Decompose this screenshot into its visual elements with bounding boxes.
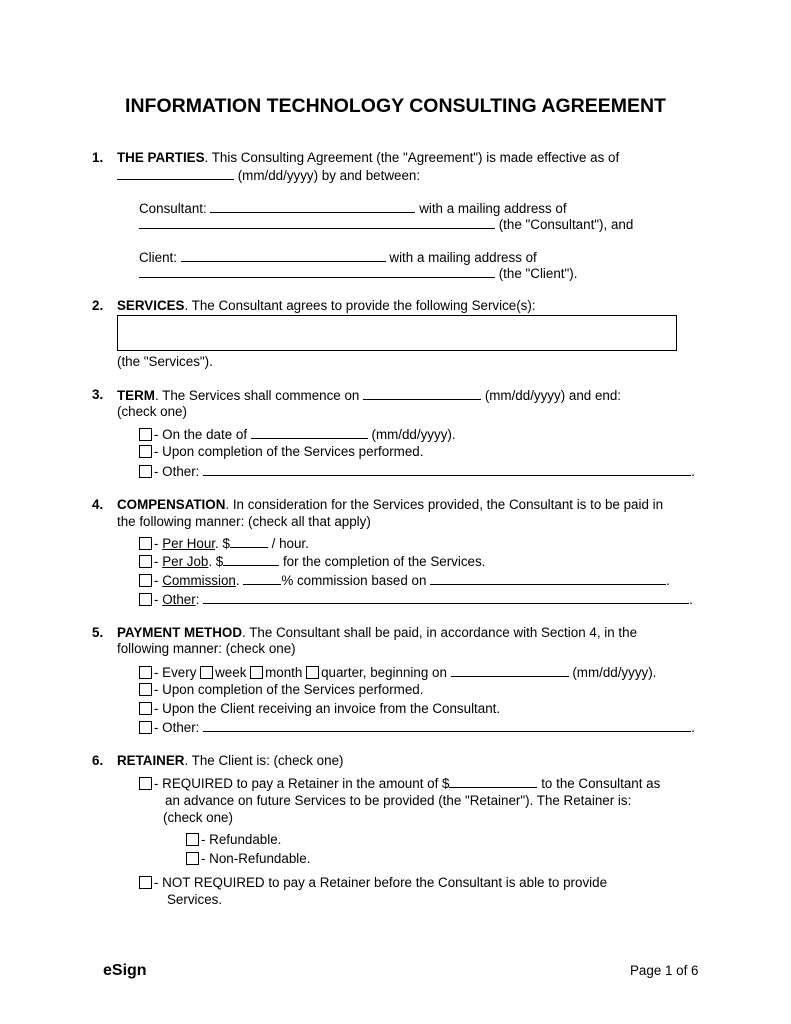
consultant-line bbox=[139, 200, 567, 217]
pay-other-label: - Other: bbox=[154, 720, 204, 735]
commence-date-field[interactable] bbox=[363, 387, 481, 400]
pay-other-period: . bbox=[691, 720, 695, 735]
quarter-label: quarter, beginning on bbox=[321, 665, 451, 680]
per-hour-dollar: . $ bbox=[215, 536, 230, 551]
per-job-amount-field[interactable] bbox=[223, 553, 279, 566]
retainer-amount-field[interactable] bbox=[449, 775, 537, 788]
section-4-text: . In consideration for the Services provided, the Consultant is to be paid in bbox=[225, 497, 664, 512]
comp-other-colon: : bbox=[195, 592, 204, 607]
effective-date-field[interactable] bbox=[117, 167, 234, 180]
section-3-line-2: (check one) bbox=[117, 404, 187, 419]
commission-checkbox[interactable] bbox=[139, 574, 152, 587]
section-2-text: . The Consultant agrees to provide the following Service(s): bbox=[184, 298, 536, 313]
per-job-checkbox[interactable] bbox=[139, 555, 152, 568]
section-6-number: 6. bbox=[92, 753, 104, 768]
term-other-label: - Other: bbox=[154, 464, 204, 479]
comp-other-field[interactable] bbox=[203, 591, 689, 604]
term-completion-label: - Upon completion of the Services performed. bbox=[154, 444, 424, 459]
client-tail: (the "Client"). bbox=[495, 266, 578, 281]
pay-invoice-label: - Upon the Client receiving an invoice from the Consultant. bbox=[154, 701, 501, 716]
retainer-refundable-option bbox=[186, 832, 281, 848]
pay-option-completion bbox=[139, 682, 423, 698]
comp-option-hour bbox=[139, 535, 309, 552]
section-1-line-1 bbox=[117, 150, 619, 166]
section-3-text-b: (mm/dd/yyyy) and end: bbox=[481, 388, 622, 403]
retainer-required-line-1 bbox=[139, 775, 660, 792]
pay-option-invoice bbox=[139, 701, 500, 717]
section-1-heading: THE PARTIES bbox=[117, 150, 205, 165]
esign-logo: eSign bbox=[103, 962, 147, 979]
retainer-not-required-line-1 bbox=[139, 875, 607, 891]
section-4-line-1 bbox=[117, 497, 663, 513]
term-date-suffix: (mm/dd/yyyy). bbox=[367, 427, 456, 442]
pay-other-field[interactable] bbox=[203, 719, 691, 732]
section-1-number: 1. bbox=[92, 150, 104, 165]
client-address-field[interactable] bbox=[139, 265, 495, 278]
section-3-number: 3. bbox=[92, 387, 104, 402]
per-job-suffix: for the completion of the Services. bbox=[279, 554, 486, 569]
retainer-not-required-checkbox[interactable] bbox=[139, 876, 152, 889]
pay-invoice-checkbox[interactable] bbox=[139, 702, 152, 715]
section-2-number: 2. bbox=[92, 298, 104, 313]
pay-date-suffix: (mm/dd/yyyy). bbox=[568, 665, 657, 680]
section-3-text-a: . The Services shall commence on bbox=[154, 388, 364, 403]
commission-dot: . bbox=[235, 573, 244, 588]
comp-option-other bbox=[139, 591, 693, 608]
quarter-checkbox[interactable] bbox=[306, 666, 319, 679]
term-option-date bbox=[139, 426, 456, 443]
refundable-label: - Refundable. bbox=[201, 832, 282, 847]
section-2-line-1 bbox=[117, 298, 536, 314]
section-5-line-1 bbox=[117, 625, 637, 641]
retainer-required-suffix: to the Consultant as bbox=[537, 776, 661, 791]
month-checkbox[interactable] bbox=[250, 666, 263, 679]
commission-period: . bbox=[666, 573, 670, 588]
comp-option-commission bbox=[139, 572, 670, 589]
comp-other-period: . bbox=[689, 592, 693, 607]
commission-percent-field[interactable] bbox=[243, 572, 281, 585]
section-6-heading: RETAINER bbox=[117, 753, 185, 768]
per-hour-rate-field[interactable] bbox=[230, 535, 268, 548]
per-hour-checkbox[interactable] bbox=[139, 537, 152, 550]
section-2-after: (the "Services"). bbox=[117, 354, 213, 369]
commission-label: Commission bbox=[162, 573, 236, 588]
retainer-required-label: - REQUIRED to pay a Retainer in the amount of $ bbox=[154, 776, 450, 791]
term-date-checkbox[interactable] bbox=[139, 428, 152, 441]
pay-completion-checkbox[interactable] bbox=[139, 683, 152, 696]
section-1-line-2 bbox=[117, 167, 420, 184]
section-1-date-suffix: (mm/dd/yyyy) by and between: bbox=[234, 168, 421, 183]
commission-basis-field[interactable] bbox=[430, 572, 666, 585]
section-5-number: 5. bbox=[92, 625, 104, 640]
pay-other-checkbox[interactable] bbox=[139, 721, 152, 734]
refundable-checkbox[interactable] bbox=[186, 833, 199, 846]
term-end-date-field[interactable] bbox=[251, 426, 368, 439]
month-label: month bbox=[265, 665, 307, 680]
consultant-name-field[interactable] bbox=[210, 200, 415, 213]
week-checkbox[interactable] bbox=[200, 666, 213, 679]
consultant-tail: (the "Consultant"), and bbox=[495, 217, 634, 232]
retainer-not-required-label: - NOT REQUIRED to pay a Retainer before the Consultant is able to provide bbox=[154, 875, 608, 890]
term-other-checkbox[interactable] bbox=[139, 465, 152, 478]
retainer-required-line-2: an advance on future Services to be provided (the "Retainer"). The Retainer is: bbox=[165, 793, 632, 808]
retainer-not-required-line-2: Services. bbox=[167, 892, 223, 907]
consultant-address-field[interactable] bbox=[139, 216, 495, 229]
document-title: INFORMATION TECHNOLOGY CONSULTING AGREEMENT bbox=[125, 95, 666, 117]
section-4-number: 4. bbox=[92, 497, 104, 512]
comp-option-job bbox=[139, 553, 485, 570]
section-6-line-1 bbox=[117, 753, 343, 769]
comp-other-checkbox[interactable] bbox=[139, 593, 152, 606]
pay-start-date-field[interactable] bbox=[451, 664, 569, 677]
retainer-required-line-3: (check one) bbox=[163, 810, 233, 825]
pay-every-checkbox[interactable] bbox=[139, 666, 152, 679]
client-address-label: with a mailing address of bbox=[385, 250, 537, 265]
term-date-label: - On the date of bbox=[154, 427, 251, 442]
section-1-text: . This Consulting Agreement (the "Agreement") is made effective as of bbox=[204, 150, 620, 165]
consultant-address-line bbox=[139, 216, 633, 233]
section-5-heading: PAYMENT METHOD bbox=[117, 625, 242, 640]
dash: - bbox=[154, 592, 163, 607]
section-2-heading: SERVICES bbox=[117, 298, 185, 313]
pay-option-every bbox=[139, 664, 656, 681]
section-4-line-2: the following manner: (check all that apply) bbox=[117, 514, 371, 529]
section-5-line-2: following manner: (check one) bbox=[117, 641, 296, 656]
dash: - bbox=[154, 554, 163, 569]
term-other-period: . bbox=[691, 464, 695, 479]
services-text-box[interactable] bbox=[117, 315, 677, 351]
client-label: Client: bbox=[139, 250, 181, 265]
nonrefundable-checkbox[interactable] bbox=[186, 852, 199, 865]
section-3-heading: TERM bbox=[117, 388, 155, 403]
section-3-line-1 bbox=[117, 387, 621, 404]
commission-suffix: % commission based on bbox=[281, 573, 431, 588]
term-option-completion bbox=[139, 444, 423, 460]
term-other-field[interactable] bbox=[203, 463, 691, 476]
per-hour-label: Per Hour bbox=[162, 536, 216, 551]
pay-option-other bbox=[139, 719, 695, 736]
pay-completion-label: - Upon completion of the Services performed. bbox=[154, 682, 424, 697]
dash: - bbox=[154, 573, 163, 588]
section-4-heading: COMPENSATION bbox=[117, 497, 226, 512]
client-name-field[interactable] bbox=[181, 249, 386, 262]
pay-every-label: - Every bbox=[154, 665, 201, 680]
dash: - bbox=[154, 536, 163, 551]
page-number: Page 1 of 6 bbox=[630, 963, 699, 978]
client-line bbox=[139, 249, 537, 266]
term-option-other bbox=[139, 463, 695, 480]
retainer-nonrefundable-option bbox=[186, 851, 310, 867]
comp-other-label: Other bbox=[162, 592, 196, 607]
section-5-text: . The Consultant shall be paid, in accordance with Section 4, in the bbox=[242, 625, 638, 640]
section-6-text: . The Client is: (check one) bbox=[184, 753, 344, 768]
retainer-required-checkbox[interactable] bbox=[139, 777, 152, 790]
per-job-label: Per Job bbox=[162, 554, 209, 569]
week-label: week bbox=[215, 665, 251, 680]
per-job-dollar: . $ bbox=[208, 554, 224, 569]
term-completion-checkbox[interactable] bbox=[139, 445, 152, 458]
consultant-label: Consultant: bbox=[139, 201, 211, 216]
client-address-line bbox=[139, 265, 577, 282]
nonrefundable-label: - Non-Refundable. bbox=[201, 851, 311, 866]
consultant-address-label: with a mailing address of bbox=[415, 201, 567, 216]
per-hour-suffix: / hour. bbox=[267, 536, 309, 551]
